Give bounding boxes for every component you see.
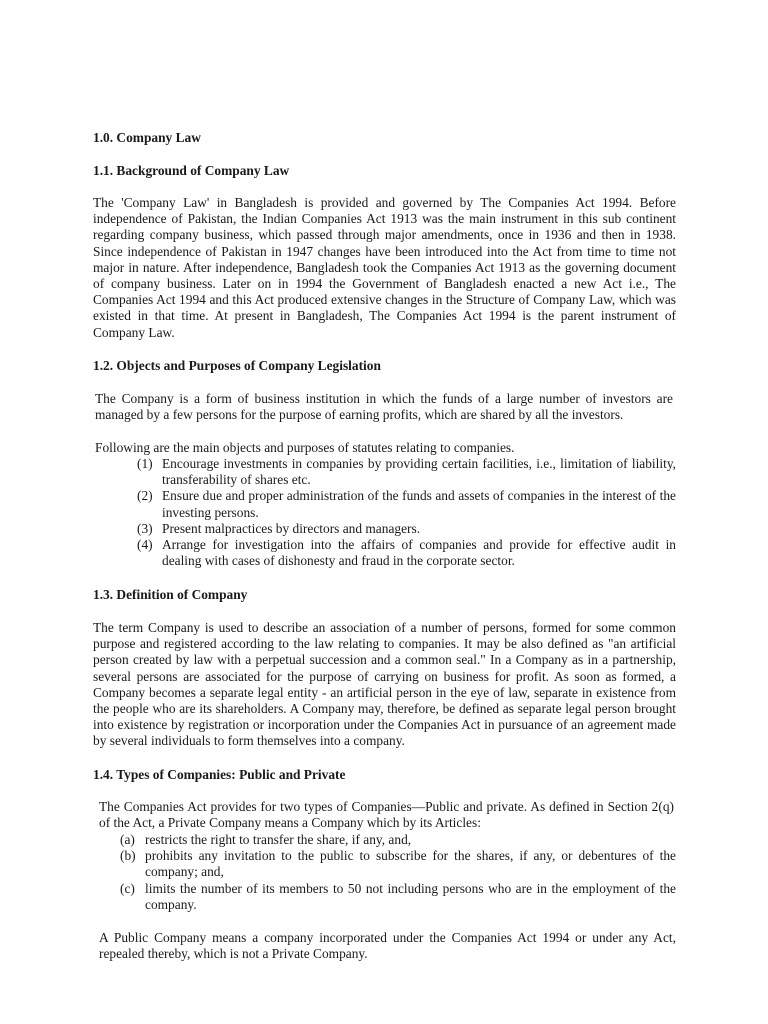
objects-intro: Following are the main objects and purposes of statutes relating to companies. — [95, 440, 515, 455]
list-item-number: (a) — [120, 832, 135, 847]
list-item-number: (4) — [137, 537, 153, 553]
section-heading-1-4: 1.4. Types of Companies: Public and Private — [93, 767, 346, 782]
public-company-paragraph: A Public Company means a company incorporated under the Companies Act 1994 or under any Act, repealed thereby, which is not a Private Company. — [99, 930, 676, 962]
types-intro: The Companies Act provides for two types of Companies—Public and private. As defined in Section 2(q) of the Act, a Private Company means a Company which by its Articles: — [99, 799, 674, 831]
list-item-number: (c) — [120, 880, 135, 896]
list-item-text: restricts the right to transfer the share, if any, and, — [145, 832, 412, 847]
list-item-text: Arrange for investigation into the affairs of companies and provide for effective audit in dealing with cases of dishonesty and fraud in the corporate sector. — [162, 537, 676, 569]
section-heading-1-3: 1.3. Definition of Company — [93, 587, 248, 602]
list-item-number: (2) — [137, 488, 153, 504]
definition-paragraph: The term Company is used to describe an association of a number of persons, formed for some common purpose and registered according to the law relating to companies. It may be also defined as "an artificial person created by law with a perpetual succession and a common seal." In a Company as in a partnership, several persons are associated for the purpose of carrying on business for profit. As soon as formed, a Company becomes a separate legal entity - an artificial person in the eye of law, separate in existence from the people who are its shareholders. A Company may, therefore, be defined as separate legal person brought into existence by registration or incorporation under the Companies Act in pursuance of an agreement made by several individuals to form themselves into a company. — [93, 620, 676, 749]
section-heading-1-1: 1.1. Background of Company Law — [93, 163, 290, 178]
list-item-text: prohibits any invitation to the public to subscribe for the shares, if any, or debentures of the company; and, — [145, 848, 676, 880]
list-item — [120, 848, 676, 880]
list-item — [120, 832, 676, 848]
list-item — [137, 456, 676, 488]
private-company-criteria-list — [120, 832, 676, 913]
list-item — [120, 881, 676, 913]
list-item-text: Encourage investments in companies by providing certain facilities, i.e., limitation of liability, transferability of shares etc. — [162, 456, 676, 488]
list-item — [137, 488, 676, 520]
list-item-text: Ensure due and proper administration of the funds and assets of companies in the interest of the investing persons. — [162, 488, 676, 520]
list-item-text: limits the number of its members to 50 not including persons who are in the employment of the company. — [145, 880, 676, 912]
objects-list — [137, 456, 676, 569]
section-heading-1-0: 1.0. Company Law — [93, 130, 201, 145]
list-item-text: Present malpractices by directors and managers. — [162, 520, 421, 536]
list-item-number: (3) — [137, 520, 153, 536]
list-item — [137, 521, 676, 537]
list-item — [137, 537, 676, 569]
list-item-number: (1) — [137, 456, 153, 471]
section-heading-1-2: 1.2. Objects and Purposes of Company Legislation — [93, 358, 381, 373]
background-paragraph: The 'Company Law' in Bangladesh is provided and governed by The Companies Act 1994. Before independence of Pakistan, the Indian Companies Act 1913 was the main instrument in this sub continent regarding company business, which passed through major amendments, once in 1936 and then in 1938. Since independence of Pakistan in 1947 changes have been introduced into the Act from time to time not major in nature. After independence, Bangladesh took the Companies Act 1913 as the governing document of company business. Later on in 1994 the Government of Bangladesh enacted a new Act i.e., The Companies Act 1994 and this Act produced extensive changes in the Structure of Company Law, which was existed in that time. At present in Bangladesh, The Companies Act 1994 is the parent instrument of Company Law. — [93, 195, 676, 340]
company-form-paragraph: The Company is a form of business institution in which the funds of a large number of investors are managed by a few persons for the purpose of earning profits, which are shared by all the investors. — [95, 391, 673, 423]
list-item-number: (b) — [120, 848, 136, 864]
